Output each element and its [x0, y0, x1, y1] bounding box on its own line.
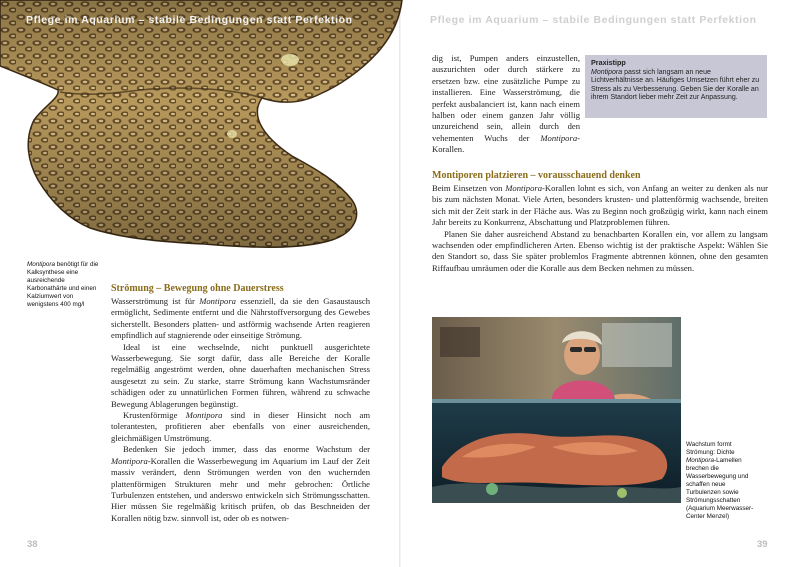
text-run: Ideal ist eine wechselnde, nicht punktuell ausgerichtete Wasserbewegung. Sie sorgt dafür, dass alle Bereiche der Koralle regelmäßig angeströmt werden, ohne dauerhaften mechanischen Stress ausgesetzt zu sein. Zu starke, starre Strömung kann Wachstumsränder schädigen oder zu unnatürlichen Formen führen, während zu schwache Bewegung Ablagerungen begünstigt.	[111, 341, 370, 409]
text-run: -Korallen.	[432, 132, 580, 155]
paragraph	[432, 53, 580, 156]
tip-title: Praxistipp	[591, 58, 626, 67]
text-run: dig ist, Pumpen anders einzustellen, auszurichten oder durch stärkere zu ersetzen bzw. eine zusätzliche Pumpe zu installieren. Eine Wasserströmung, die perfekt ausbalanciert ist, kann nach einem halben oder einem ganzen Jahr völlig unzureichend sein, allein durch den vehementen Wuchs der	[432, 53, 580, 143]
text-run: Wasserströmung ist für	[111, 296, 200, 306]
paragraph	[111, 410, 370, 444]
text-run: essenziell, da sie den Gasaustausch ermöglicht, Sedimente entfernt und die Nährstoffversorgung des Gewebes sicherstellt. Besonders platten- und astförmig wachsende Arten reagieren empfindlich auf stagnierende oder einseitige Strömung.	[111, 296, 371, 341]
section-title-stroemung: Strömung – Bewegung ohne Dauerstress	[111, 283, 284, 294]
paragraph	[111, 296, 370, 342]
paragraph	[111, 342, 370, 410]
coral-caption	[27, 261, 101, 309]
paragraph	[432, 183, 768, 229]
italic-run: Montipora	[505, 183, 543, 193]
italic-run: Montipora	[111, 455, 148, 466]
italic-run: Montipora	[199, 296, 236, 306]
aquarium-caption	[686, 441, 760, 521]
paragraph	[111, 444, 370, 524]
left-body-text	[111, 283, 370, 524]
text-run: -Lamellen brechen die Wasserbewegung und schaffen neue Turbulenzen sowie Strömungsschatten (Aquarium Meerwasser-Center Menzel)	[686, 457, 754, 520]
paragraph	[432, 229, 768, 275]
italic-run: Montipora	[540, 132, 578, 143]
right-continuation-text	[432, 53, 580, 156]
italic-run: Montipora	[686, 457, 715, 464]
text-run: benötigt für die Kalksynthese eine ausreichende Karbonathärte und einen Kalziumwert von wenigstens 400 mg/l	[27, 261, 99, 308]
section-title-platzieren: Montiporen platzieren – vorausschauend denken	[432, 170, 641, 181]
italic-run: Montipora	[185, 410, 223, 421]
montipora-coral-image	[0, 0, 410, 252]
tip-body	[591, 69, 762, 103]
text-run: -Korallen die Wasserbewegung im Aquarium im Lauf der Zeit massiv verändert, denn Strömungen werden von den wuchernden plattenförmigen Strukturen mehr und mehr gebrochen: Örtliche Turbulenzen entstehen, und anderswo entwickeln sich Strömungsschatten. Hier müssen Sie regelmäßig kritisch prüfen, ob das Beschneiden der Korallen nötig bzw. sinnvoll ist, oder ob es notwen-	[111, 455, 370, 523]
practice-tip-box	[585, 55, 767, 118]
page-number-right: 39	[757, 539, 768, 550]
text-run: -Korallen lohnt es sich, von Anfang an weiter zu denken als nur bis zum nächsten Monat. Viele Arten, besonders krusten- und plattenförmig wachsende, breiten sich mit der Zeit stark in der Fläche aus. Was zu Beginn noch großzügig wirkt, kann nach einem Jahr bereits zu Konkurrenz, Abschattung und Platzproblemen führen.	[432, 183, 768, 228]
text-run: sind in dieser Hinsicht noch am tolerantesten, profitieren aber ebenfalls von einer ausreichenden, gleichmäßigen Umströmung.	[111, 410, 371, 443]
text-run: Beim Einsetzen von	[432, 183, 506, 193]
right-body-text	[432, 170, 768, 274]
running-head-left: Pflege im Aquarium – stabile Bedingungen statt Perfektion	[26, 14, 353, 26]
italic-run: Montipora	[591, 68, 623, 76]
aquarium-photo	[432, 317, 681, 503]
text-run: Planen Sie daher ausreichend Abstand zu benachbarten Korallen ein, vor allem zu langsam wachsenden oder empfindlicheren Arten. Ebenso wichtig ist der praktische Aspekt: Wählen Sie den Standort so, dass Sie später problemlos Fragmente abtrennen können, ohne den gesamten Riffaufbau umräumen oder die Koralle aus dem Becken nehmen zu müssen.	[432, 228, 768, 273]
text-run: Bedenken Sie jedoch immer, dass das enorme Wachstum der	[123, 444, 370, 455]
italic-run: Montipora	[27, 261, 56, 268]
text-run: passt sich langsam an neue Lichtverhältnisse an. Häufiges Umsetzen führt eher zu Stress als zu Verbesserung. Geben Sie der Koralle an ihrem Standort lieber mehr Zeit zur Anpassung.	[591, 68, 760, 102]
running-head-right: Pflege im Aquarium – stabile Bedingungen statt Perfektion	[430, 14, 757, 26]
page-number-left: 38	[27, 539, 38, 550]
text-run: Krustenförmige	[123, 410, 186, 421]
text-run: Wachstum formt Strömung: Dichte	[686, 441, 735, 456]
